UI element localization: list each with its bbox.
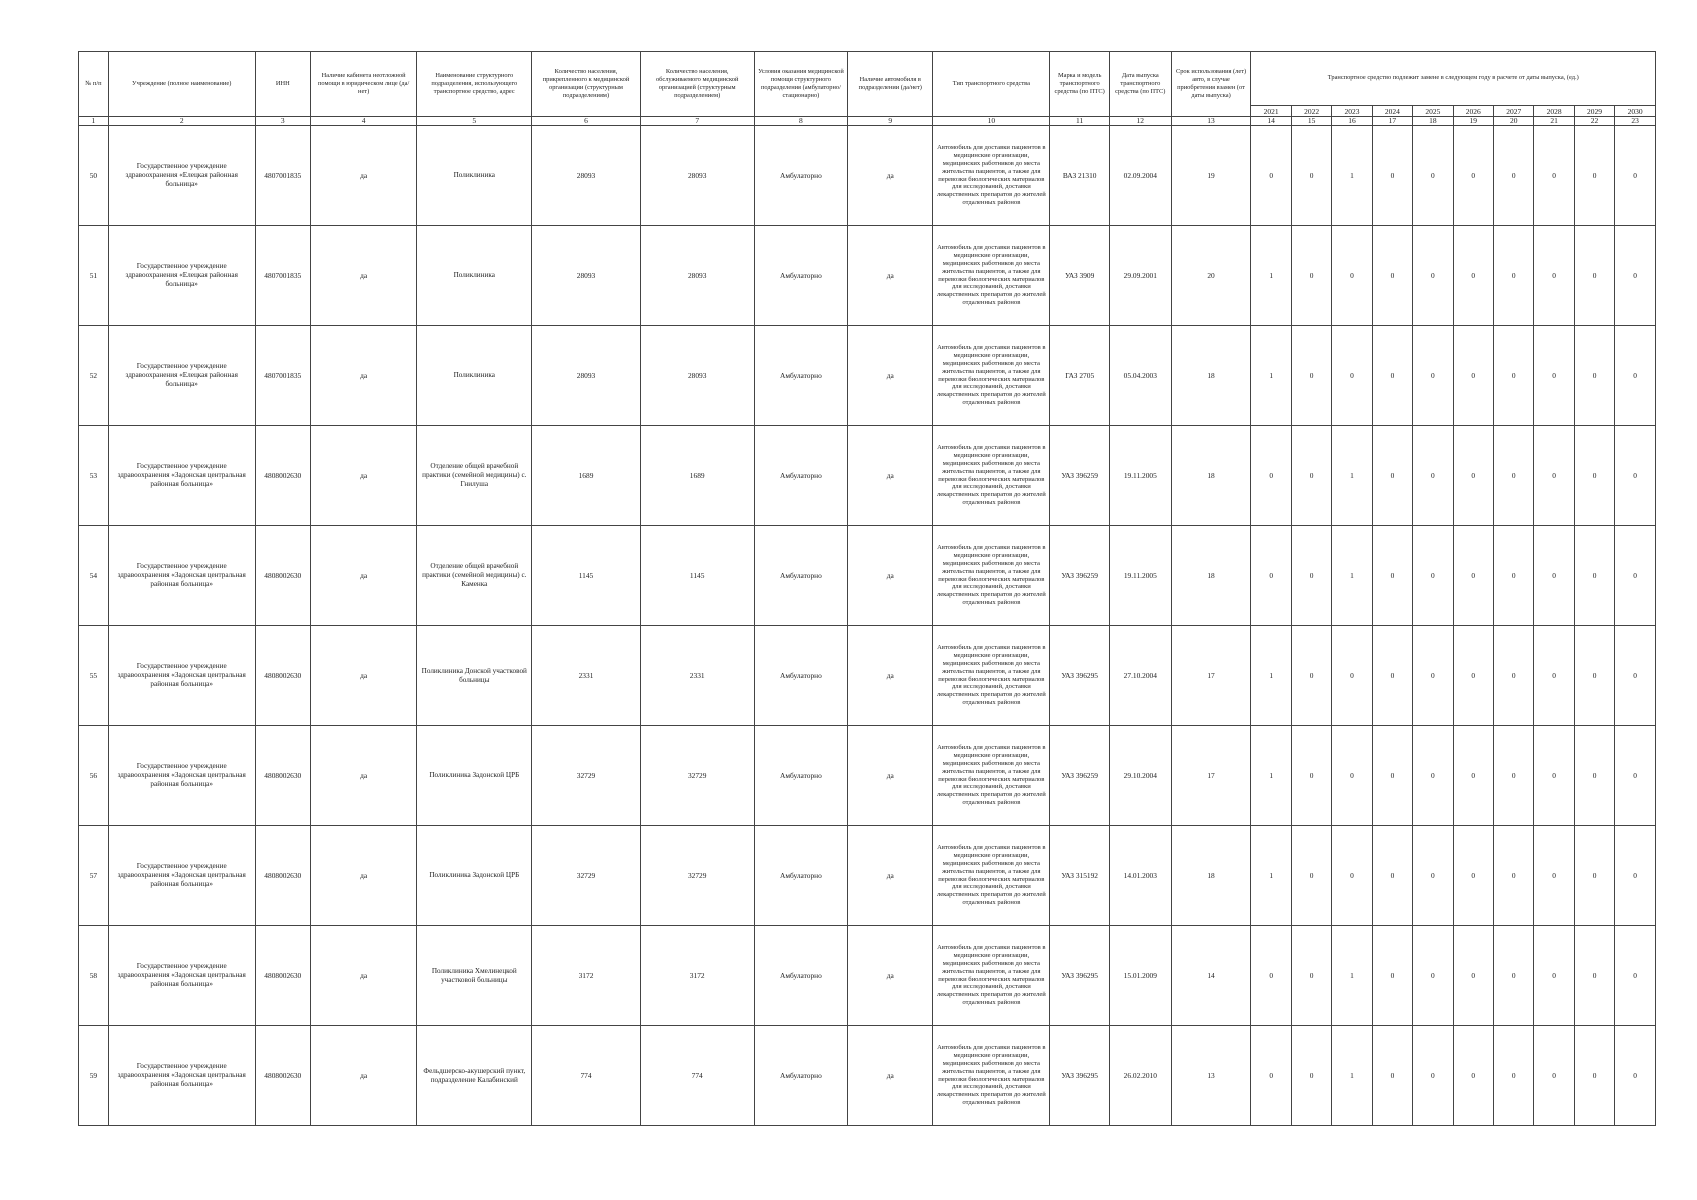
car-present-cell: да [848,326,933,426]
replacement-year-cell: 0 [1453,126,1493,226]
replacement-year-cell: 0 [1291,526,1331,626]
vehicle-model-cell: УАЗ 396259 [1050,526,1110,626]
inn-cell: 4808002630 [255,826,310,926]
release-date-cell: 19.11.2005 [1109,526,1171,626]
replacement-year-cell: 0 [1372,526,1412,626]
vehicle-type-cell: Автомобиль для доставки пациентов в медицинские организации, медицинских работников до места жительства пациентов, а также для перевозки биологических материалов для исследований, доставки лекарственных препаратов до жителей отдаленных районов [933,1026,1050,1126]
replacement-year-cell: 0 [1574,126,1614,226]
care-conditions-cell: Амбулаторно [754,826,848,926]
row-number-cell: 51 [79,226,109,326]
care-conditions-cell: Амбулаторно [754,526,848,626]
replacement-year-cell: 0 [1493,126,1533,226]
urgent-cabinet-cell: да [310,626,416,726]
replacement-year-cell: 0 [1493,626,1533,726]
population-attached-cell: 1145 [532,526,641,626]
replacement-year-cell: 0 [1493,926,1533,1026]
replacement-year-cell: 0 [1291,926,1331,1026]
column-number: 7 [640,117,754,126]
unit-cell: Поликлиника Задонской ЦРБ [417,726,532,826]
replacement-year-cell: 0 [1251,126,1291,226]
vehicle-type-cell: Автомобиль для доставки пациентов в медицинские организации, медицинских работников до места жительства пациентов, а также для перевозки биологических материалов для исследований, доставки лекарственных препаратов до жителей отдаленных районов [933,926,1050,1026]
replacement-year-cell: 0 [1615,526,1656,626]
row-number-cell: 54 [79,526,109,626]
institution-cell: Государственное учреждение здравоохранения «Задонская центральная районная больница» [108,926,255,1026]
inn-cell: 4807001835 [255,326,310,426]
replacement-year-cell: 0 [1332,226,1372,326]
row-number-cell: 50 [79,126,109,226]
table-row [79,1026,1656,1126]
release-date-cell: 14.01.2003 [1109,826,1171,926]
vehicle-model-cell: УАЗ 396259 [1050,726,1110,826]
usage-term-cell: 17 [1171,726,1251,826]
replacement-year-cell: 0 [1574,526,1614,626]
table-row [79,526,1656,626]
header-year: 2023 [1332,106,1372,117]
population-attached-cell: 3172 [532,926,641,1026]
care-conditions-cell: Амбулаторно [754,426,848,526]
population-attached-cell: 28093 [532,326,641,426]
institution-cell: Государственное учреждение здравоохранения «Задонская центральная районная больница» [108,826,255,926]
column-number: 13 [1171,117,1251,126]
column-number: 2 [108,117,255,126]
vehicle-model-cell: УАЗ 396295 [1050,1026,1110,1126]
column-number: 11 [1050,117,1110,126]
replacement-year-cell: 0 [1291,626,1331,726]
replacement-year-cell: 0 [1372,126,1412,226]
replacement-year-cell: 0 [1251,926,1291,1026]
replacement-year-cell: 0 [1574,426,1614,526]
release-date-cell: 27.10.2004 [1109,626,1171,726]
replacement-year-cell: 0 [1574,726,1614,826]
population-served-cell: 28093 [640,326,754,426]
replacement-year-cell: 0 [1534,826,1574,926]
column-number: 17 [1372,117,1412,126]
replacement-year-cell: 1 [1332,926,1372,1026]
replacement-year-cell: 0 [1372,826,1412,926]
replacement-year-cell: 0 [1291,426,1331,526]
vehicle-type-cell: Автомобиль для доставки пациентов в медицинские организации, медицинских работников до места жительства пациентов, а также для перевозки биологических материалов для исследований, доставки лекарственных препаратов до жителей отдаленных районов [933,426,1050,526]
release-date-cell: 02.09.2004 [1109,126,1171,226]
replacement-year-cell: 0 [1332,826,1372,926]
vehicle-type-cell: Автомобиль для доставки пациентов в медицинские организации, медицинских работников до места жительства пациентов, а также для перевозки биологических материалов для исследований, доставки лекарственных препаратов до жителей отдаленных районов [933,626,1050,726]
column-number: 10 [933,117,1050,126]
replacement-year-cell: 0 [1615,1026,1656,1126]
replacement-year-cell: 0 [1453,526,1493,626]
column-number: 15 [1291,117,1331,126]
header-year: 2021 [1251,106,1291,117]
replacement-year-cell: 0 [1413,826,1453,926]
car-present-cell: да [848,226,933,326]
population-served-cell: 28093 [640,126,754,226]
replacement-year-cell: 0 [1372,626,1412,726]
care-conditions-cell: Амбулаторно [754,726,848,826]
replacement-year-cell: 0 [1453,326,1493,426]
replacement-year-cell: 0 [1574,626,1614,726]
column-number: 9 [848,117,933,126]
column-number: 22 [1574,117,1614,126]
replacement-year-cell: 0 [1372,1026,1412,1126]
replacement-year-cell: 0 [1453,1026,1493,1126]
population-attached-cell: 1689 [532,426,641,526]
population-served-cell: 2331 [640,626,754,726]
vehicle-type-cell: Автомобиль для доставки пациентов в медицинские организации, медицинских работников до места жительства пациентов, а также для перевозки биологических материалов для исследований, доставки лекарственных препаратов до жителей отдаленных районов [933,726,1050,826]
replacement-year-cell: 0 [1534,1026,1574,1126]
replacement-year-cell: 0 [1291,726,1331,826]
column-number: 21 [1534,117,1574,126]
replacement-year-cell: 1 [1251,326,1291,426]
care-conditions-cell: Амбулаторно [754,1026,848,1126]
replacement-year-cell: 0 [1413,426,1453,526]
usage-term-cell: 18 [1171,826,1251,926]
vehicle-type-cell: Автомобиль для доставки пациентов в медицинские организации, медицинских работников до места жительства пациентов, а также для перевозки биологических материалов для исследований, доставки лекарственных препаратов до жителей отдаленных районов [933,326,1050,426]
replacement-year-cell: 0 [1291,826,1331,926]
urgent-cabinet-cell: да [310,126,416,226]
replacement-year-cell: 0 [1615,226,1656,326]
population-served-cell: 774 [640,1026,754,1126]
header-urgent-cabinet: Наличие кабинета неотложной помощи в юридическом лице (да/нет) [310,52,416,117]
table-row [79,226,1656,326]
care-conditions-cell: Амбулаторно [754,126,848,226]
header-population-attached: Количество населения, прикрепленного к медицинской организации (структурным подразделениям) [532,52,641,117]
vehicle-model-cell: УАЗ 315192 [1050,826,1110,926]
inn-cell: 4808002630 [255,1026,310,1126]
population-attached-cell: 28093 [532,226,641,326]
replacement-year-cell: 0 [1413,626,1453,726]
column-number: 19 [1453,117,1493,126]
usage-term-cell: 13 [1171,1026,1251,1126]
table-row [79,926,1656,1026]
column-number: 23 [1615,117,1656,126]
inn-cell: 4808002630 [255,726,310,826]
urgent-cabinet-cell: да [310,726,416,826]
unit-cell: Отделение общей врачебной практики (семейной медицины) с. Гнилуша [417,426,532,526]
header-release-date: Дата выпуска транспортного средства (по ПТС) [1109,52,1171,117]
vehicle-model-cell: ГАЗ 2705 [1050,326,1110,426]
replacement-year-cell: 0 [1615,826,1656,926]
vehicle-table-sheet [78,51,1656,1126]
unit-cell: Поликлиника [417,226,532,326]
replacement-year-cell: 1 [1251,726,1291,826]
usage-term-cell: 14 [1171,926,1251,1026]
replacement-year-cell: 0 [1574,826,1614,926]
header-unit: Наименование структурного подразделения, использующего транспортное средство, адрес [417,52,532,117]
replacement-year-cell: 1 [1332,526,1372,626]
urgent-cabinet-cell: да [310,226,416,326]
header-year: 2029 [1574,106,1614,117]
row-number-cell: 52 [79,326,109,426]
header-inn: ИНН [255,52,310,117]
inn-cell: 4808002630 [255,626,310,726]
column-number: 6 [532,117,641,126]
header-year: 2027 [1493,106,1533,117]
institution-cell: Государственное учреждение здравоохранения «Задонская центральная районная больница» [108,426,255,526]
header-year: 2025 [1413,106,1453,117]
replacement-year-cell: 0 [1493,726,1533,826]
column-number: 18 [1413,117,1453,126]
column-numbers-row [79,117,1656,126]
table-row [79,326,1656,426]
urgent-cabinet-cell: да [310,426,416,526]
urgent-cabinet-cell: да [310,526,416,626]
column-number: 4 [310,117,416,126]
car-present-cell: да [848,126,933,226]
header-care-conditions: Условия оказания медицинской помощи структурного подразделения (амбулаторно/ стационарно) [754,52,848,117]
release-date-cell: 26.02.2010 [1109,1026,1171,1126]
vehicle-model-cell: УАЗ 396295 [1050,926,1110,1026]
population-attached-cell: 2331 [532,626,641,726]
replacement-year-cell: 0 [1534,326,1574,426]
replacement-year-cell: 0 [1251,426,1291,526]
car-present-cell: да [848,826,933,926]
inn-cell: 4807001835 [255,226,310,326]
header-number: № п/п [79,52,109,117]
replacement-year-cell: 0 [1413,326,1453,426]
row-number-cell: 57 [79,826,109,926]
replacement-year-cell: 0 [1332,726,1372,826]
replacement-year-cell: 0 [1493,326,1533,426]
unit-cell: Поликлиника [417,126,532,226]
replacement-year-cell: 0 [1453,826,1493,926]
column-number: 5 [417,117,532,126]
vehicle-type-cell: Автомобиль для доставки пациентов в медицинские организации, медицинских работников до места жительства пациентов, а также для перевозки биологических материалов для исследований, доставки лекарственных препаратов до жителей отдаленных районов [933,126,1050,226]
header-car-present: Наличие автомобиля в подразделении (да/нет) [848,52,933,117]
replacement-year-cell: 0 [1413,726,1453,826]
vehicle-replacement-table [78,51,1656,1126]
replacement-year-cell: 0 [1574,926,1614,1026]
column-number: 8 [754,117,848,126]
vehicle-model-cell: УАЗ 396259 [1050,426,1110,526]
population-attached-cell: 32729 [532,726,641,826]
usage-term-cell: 20 [1171,226,1251,326]
inn-cell: 4807001835 [255,126,310,226]
replacement-year-cell: 0 [1413,226,1453,326]
inn-cell: 4808002630 [255,926,310,1026]
car-present-cell: да [848,526,933,626]
replacement-year-cell: 0 [1291,326,1331,426]
table-body [79,126,1656,1126]
replacement-year-cell: 0 [1493,426,1533,526]
header-year: 2028 [1534,106,1574,117]
unit-cell: Поликлиника Донской участковой больницы [417,626,532,726]
population-attached-cell: 774 [532,1026,641,1126]
care-conditions-cell: Амбулаторно [754,326,848,426]
car-present-cell: да [848,626,933,726]
header-year: 2030 [1615,106,1656,117]
unit-cell: Фельдшерско-акушерский пункт, подразделение Калабинский [417,1026,532,1126]
population-attached-cell: 32729 [532,826,641,926]
release-date-cell: 15.01.2009 [1109,926,1171,1026]
table-row [79,726,1656,826]
column-number: 16 [1332,117,1372,126]
car-present-cell: да [848,1026,933,1126]
inn-cell: 4808002630 [255,426,310,526]
replacement-year-cell: 0 [1453,226,1493,326]
population-served-cell: 1689 [640,426,754,526]
replacement-year-cell: 0 [1291,1026,1331,1126]
header-replacement-group: Транспортное средство подлежит замене в следующем году в расчете от даты выпуска, (ед.) [1251,52,1656,106]
car-present-cell: да [848,726,933,826]
replacement-year-cell: 0 [1493,826,1533,926]
usage-term-cell: 19 [1171,126,1251,226]
replacement-year-cell: 0 [1291,226,1331,326]
care-conditions-cell: Амбулаторно [754,926,848,1026]
header-year: 2024 [1372,106,1412,117]
population-served-cell: 32729 [640,826,754,926]
replacement-year-cell: 0 [1453,926,1493,1026]
replacement-year-cell: 0 [1534,126,1574,226]
replacement-year-cell: 0 [1413,126,1453,226]
replacement-year-cell: 0 [1574,226,1614,326]
column-number: 1 [79,117,109,126]
column-number: 12 [1109,117,1171,126]
urgent-cabinet-cell: да [310,826,416,926]
replacement-year-cell: 0 [1493,1026,1533,1126]
row-number-cell: 53 [79,426,109,526]
usage-term-cell: 18 [1171,426,1251,526]
care-conditions-cell: Амбулаторно [754,626,848,726]
car-present-cell: да [848,426,933,526]
urgent-cabinet-cell: да [310,926,416,1026]
replacement-year-cell: 0 [1372,226,1412,326]
replacement-year-cell: 0 [1251,526,1291,626]
replacement-year-cell: 0 [1615,326,1656,426]
replacement-year-cell: 0 [1574,1026,1614,1126]
table-row [79,126,1656,226]
table-row [79,626,1656,726]
replacement-year-cell: 1 [1332,126,1372,226]
row-number-cell: 56 [79,726,109,826]
inn-cell: 4808002630 [255,526,310,626]
replacement-year-cell: 0 [1413,1026,1453,1126]
replacement-year-cell: 0 [1372,726,1412,826]
population-attached-cell: 28093 [532,126,641,226]
institution-cell: Государственное учреждение здравоохранения «Елецкая районная больница» [108,226,255,326]
replacement-year-cell: 0 [1332,626,1372,726]
release-date-cell: 29.09.2001 [1109,226,1171,326]
replacement-year-cell: 0 [1372,926,1412,1026]
institution-cell: Государственное учреждение здравоохранения «Елецкая районная больница» [108,126,255,226]
vehicle-model-cell: ВАЗ 21310 [1050,126,1110,226]
table-row [79,826,1656,926]
institution-cell: Государственное учреждение здравоохранения «Задонская центральная районная больница» [108,726,255,826]
car-present-cell: да [848,926,933,1026]
header-year: 2022 [1291,106,1331,117]
vehicle-type-cell: Автомобиль для доставки пациентов в медицинские организации, медицинских работников до места жительства пациентов, а также для перевозки биологических материалов для исследований, доставки лекарственных препаратов до жителей отдаленных районов [933,526,1050,626]
column-number: 20 [1493,117,1533,126]
replacement-year-cell: 0 [1251,1026,1291,1126]
replacement-year-cell: 0 [1615,926,1656,1026]
institution-cell: Государственное учреждение здравоохранения «Елецкая районная больница» [108,326,255,426]
vehicle-model-cell: УАЗ 3909 [1050,226,1110,326]
replacement-year-cell: 0 [1493,226,1533,326]
header-year: 2026 [1453,106,1493,117]
institution-cell: Государственное учреждение здравоохранения «Задонская центральная районная больница» [108,626,255,726]
replacement-year-cell: 0 [1534,226,1574,326]
replacement-year-cell: 0 [1615,126,1656,226]
population-served-cell: 28093 [640,226,754,326]
column-number: 14 [1251,117,1291,126]
institution-cell: Государственное учреждение здравоохранения «Задонская центральная районная больница» [108,526,255,626]
replacement-year-cell: 0 [1453,726,1493,826]
replacement-year-cell: 0 [1574,326,1614,426]
unit-cell: Поликлиника [417,326,532,426]
replacement-year-cell: 0 [1493,526,1533,626]
replacement-year-cell: 0 [1534,626,1574,726]
replacement-year-cell: 0 [1615,626,1656,726]
population-served-cell: 32729 [640,726,754,826]
header-population-served: Количество населения, обслуживаемого медицинской организацией (структурным подразделением) [640,52,754,117]
urgent-cabinet-cell: да [310,326,416,426]
replacement-year-cell: 0 [1615,426,1656,526]
replacement-year-cell: 0 [1453,626,1493,726]
replacement-year-cell: 1 [1332,426,1372,526]
column-number: 3 [255,117,310,126]
replacement-year-cell: 0 [1372,426,1412,526]
care-conditions-cell: Амбулаторно [754,226,848,326]
release-date-cell: 19.11.2005 [1109,426,1171,526]
replacement-year-cell: 0 [1291,126,1331,226]
unit-cell: Поликлиника Задонской ЦРБ [417,826,532,926]
population-served-cell: 3172 [640,926,754,1026]
usage-term-cell: 17 [1171,626,1251,726]
usage-term-cell: 18 [1171,326,1251,426]
replacement-year-cell: 0 [1534,726,1574,826]
release-date-cell: 05.04.2003 [1109,326,1171,426]
row-number-cell: 58 [79,926,109,1026]
table-header [79,52,1656,126]
institution-cell: Государственное учреждение здравоохранения «Задонская центральная районная больница» [108,1026,255,1126]
replacement-year-cell: 0 [1413,926,1453,1026]
replacement-year-cell: 0 [1534,526,1574,626]
row-number-cell: 59 [79,1026,109,1126]
replacement-year-cell: 1 [1251,826,1291,926]
header-usage-term: Срок использования (лет) авто, в случае приобретения взамен (от даты выпуска) [1171,52,1251,117]
header-vehicle-type: Тип транспортного средства [933,52,1050,117]
header-institution: Учреждение (полное наименование) [108,52,255,117]
population-served-cell: 1145 [640,526,754,626]
vehicle-type-cell: Автомобиль для доставки пациентов в медицинские организации, медицинских работников до места жительства пациентов, а также для перевозки биологических материалов для исследований, доставки лекарственных препаратов до жителей отдаленных районов [933,226,1050,326]
row-number-cell: 55 [79,626,109,726]
urgent-cabinet-cell: да [310,1026,416,1126]
replacement-year-cell: 1 [1251,226,1291,326]
header-vehicle-model: Марка и модель транспортного средства (по ПТС) [1050,52,1110,117]
release-date-cell: 29.10.2004 [1109,726,1171,826]
replacement-year-cell: 0 [1615,726,1656,826]
usage-term-cell: 18 [1171,526,1251,626]
unit-cell: Отделение общей врачебной практики (семейной медицины) с. Каменка [417,526,532,626]
vehicle-model-cell: УАЗ 396295 [1050,626,1110,726]
replacement-year-cell: 0 [1372,326,1412,426]
replacement-year-cell: 0 [1332,326,1372,426]
table-row [79,426,1656,526]
unit-cell: Поликлиника Хмелинецкой участковой больницы [417,926,532,1026]
replacement-year-cell: 1 [1251,626,1291,726]
replacement-year-cell: 1 [1332,1026,1372,1126]
replacement-year-cell: 0 [1534,426,1574,526]
replacement-year-cell: 0 [1413,526,1453,626]
replacement-year-cell: 0 [1453,426,1493,526]
replacement-year-cell: 0 [1534,926,1574,1026]
vehicle-type-cell: Автомобиль для доставки пациентов в медицинские организации, медицинских работников до места жительства пациентов, а также для перевозки биологических материалов для исследований, доставки лекарственных препаратов до жителей отдаленных районов [933,826,1050,926]
